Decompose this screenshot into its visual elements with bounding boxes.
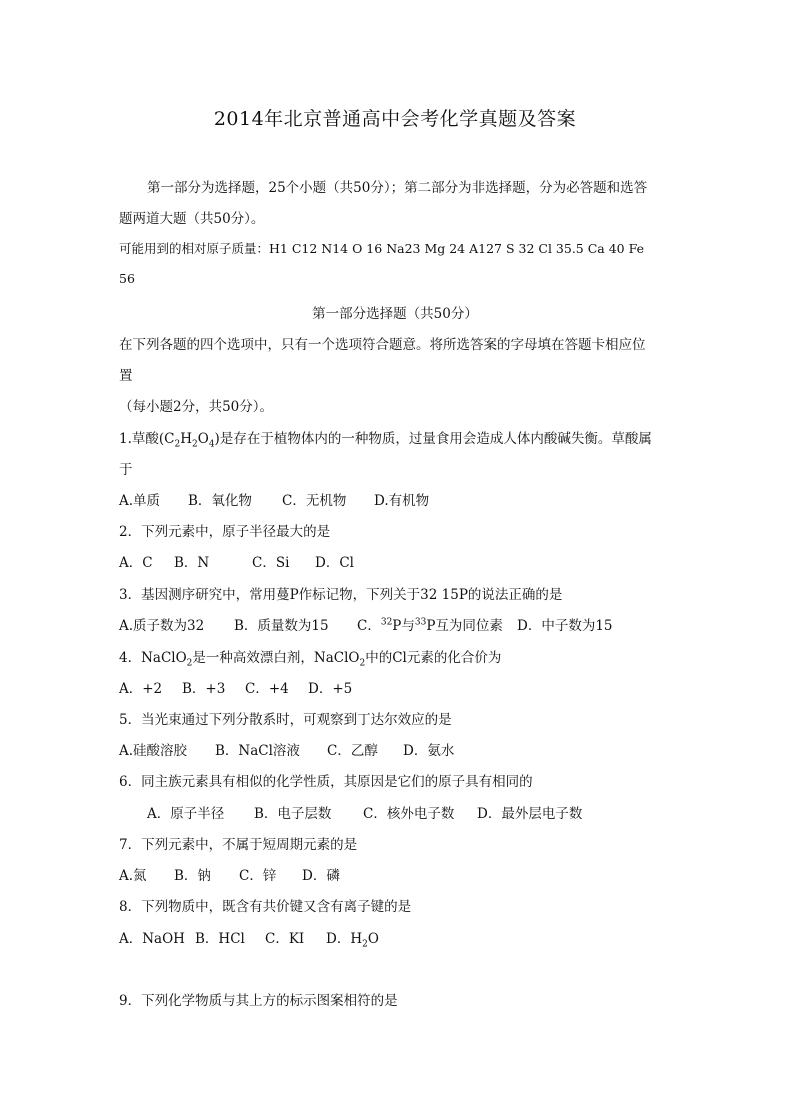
intro-line-1: 第一部分为选择题，25个小题（共50分）；第二部分为非选择题，分为必答题和选答 bbox=[147, 180, 648, 196]
option-d: D．Cl bbox=[315, 555, 354, 571]
question-6-options bbox=[147, 802, 582, 822]
part1-heading: 第一部分选择题（共50分） bbox=[312, 306, 478, 322]
option-d: D．磷 bbox=[302, 868, 340, 884]
option-c: C．乙醇 bbox=[327, 743, 378, 759]
question-1-options bbox=[119, 489, 429, 509]
question-4-text: 4．NaClO$_2$是一种高效漂白剂，NaClO$_2$中的Cl元素的化合价为 bbox=[119, 650, 502, 669]
option-d: D．中子数为15 bbox=[517, 618, 613, 634]
option-a: A.单质 bbox=[119, 493, 161, 509]
question-8-text: 8．下列物质中，既含有共价键又含有离子键的是 bbox=[119, 899, 412, 915]
option-c: C．KI bbox=[265, 931, 305, 947]
instruction-line-3: （每小题2分，共50分）。 bbox=[119, 399, 274, 415]
atomic-mass-line-1: 可能用到的相对原子质量：H1 C12 N14 O 16 Na23 Mg 24 A127 S 32 Cl 35.5 Ca 40 Fe bbox=[119, 241, 644, 256]
question-1-text: 1.草酸$(C_2H_2O_4)$是存在于植物体内的一种物质，过量食用会造成人体内酸碱失衡。草酸属 bbox=[119, 431, 652, 450]
option-b: B．+3 bbox=[182, 681, 226, 697]
question-2-text: 2．下列元素中，原子半径最大的是 bbox=[119, 524, 331, 540]
option-d: D.有机物 bbox=[374, 493, 430, 509]
intro-line-2: 题两道大题（共50分）。 bbox=[119, 211, 265, 227]
question-5-text: 5．当光束通过下列分散系时，可观察到丁达尔效应的是 bbox=[119, 712, 452, 728]
question-6-text: 6．同主族元素具有相似的化学性质，其原因是它们的原子具有相同的 bbox=[119, 774, 533, 790]
option-a: A.氮 bbox=[119, 868, 147, 884]
question-1-text-cont: 于 bbox=[119, 462, 133, 478]
instruction-line-1: 在下列各题的四个选项中，只有一个选项符合题意。将所选答案的字母填在答题卡相应位 bbox=[119, 337, 646, 353]
question-2-options bbox=[119, 551, 354, 571]
option-a: A．原子半径 bbox=[147, 806, 225, 822]
option-c: C．+4 bbox=[245, 681, 289, 697]
instruction-line-2: 置 bbox=[119, 368, 133, 384]
option-d: D．氨水 bbox=[403, 743, 455, 759]
option-c: C．$^{32}$P与$^{33}$P互为同位素 bbox=[357, 617, 503, 634]
option-c: C．无机物 bbox=[282, 493, 347, 509]
question-7-text: 7．下列元素中，不属于短周期元素的是 bbox=[119, 837, 358, 853]
option-c: C．Si bbox=[252, 555, 290, 571]
option-a: A.硅酸溶胶 bbox=[119, 743, 188, 759]
option-d: D．+5 bbox=[308, 681, 353, 697]
question-3-text: 3．基因测序研究中，常用蔓P作标记物，下列关于32 15P的说法正确的是 bbox=[119, 587, 563, 603]
question-8-options bbox=[119, 927, 379, 950]
atomic-mass-line-2: 56 bbox=[119, 271, 135, 286]
option-b: B．氧化物 bbox=[188, 493, 252, 509]
option-a: A.质子数为32 bbox=[119, 618, 205, 634]
question-9-text: 9．下列化学物质与其上方的标示图案相符的是 bbox=[119, 993, 398, 1009]
question-4-options bbox=[119, 677, 352, 697]
option-c: C．核外电子数 bbox=[363, 806, 455, 822]
option-b: B．钠 bbox=[174, 868, 211, 884]
question-5-options bbox=[119, 739, 454, 759]
question-3-options bbox=[119, 614, 613, 634]
option-c: C．锌 bbox=[239, 868, 277, 884]
option-a: A．+2 bbox=[119, 681, 163, 697]
question-7-options bbox=[119, 864, 340, 884]
document-title: 2014年北京普通高中会考化学真题及答案 bbox=[213, 108, 577, 130]
option-b: B．NaCl溶液 bbox=[215, 743, 300, 759]
option-b: B．电子层数 bbox=[254, 806, 332, 822]
option-b: B．质量数为15 bbox=[234, 618, 329, 634]
option-a: A．NaOH bbox=[119, 931, 185, 947]
option-a: A．C bbox=[119, 555, 153, 571]
option-d: D．$H_2O$ bbox=[326, 931, 379, 950]
option-b: B．HCl bbox=[195, 931, 245, 947]
option-b: B．N bbox=[174, 555, 210, 571]
option-d: D．最外层电子数 bbox=[477, 806, 583, 822]
